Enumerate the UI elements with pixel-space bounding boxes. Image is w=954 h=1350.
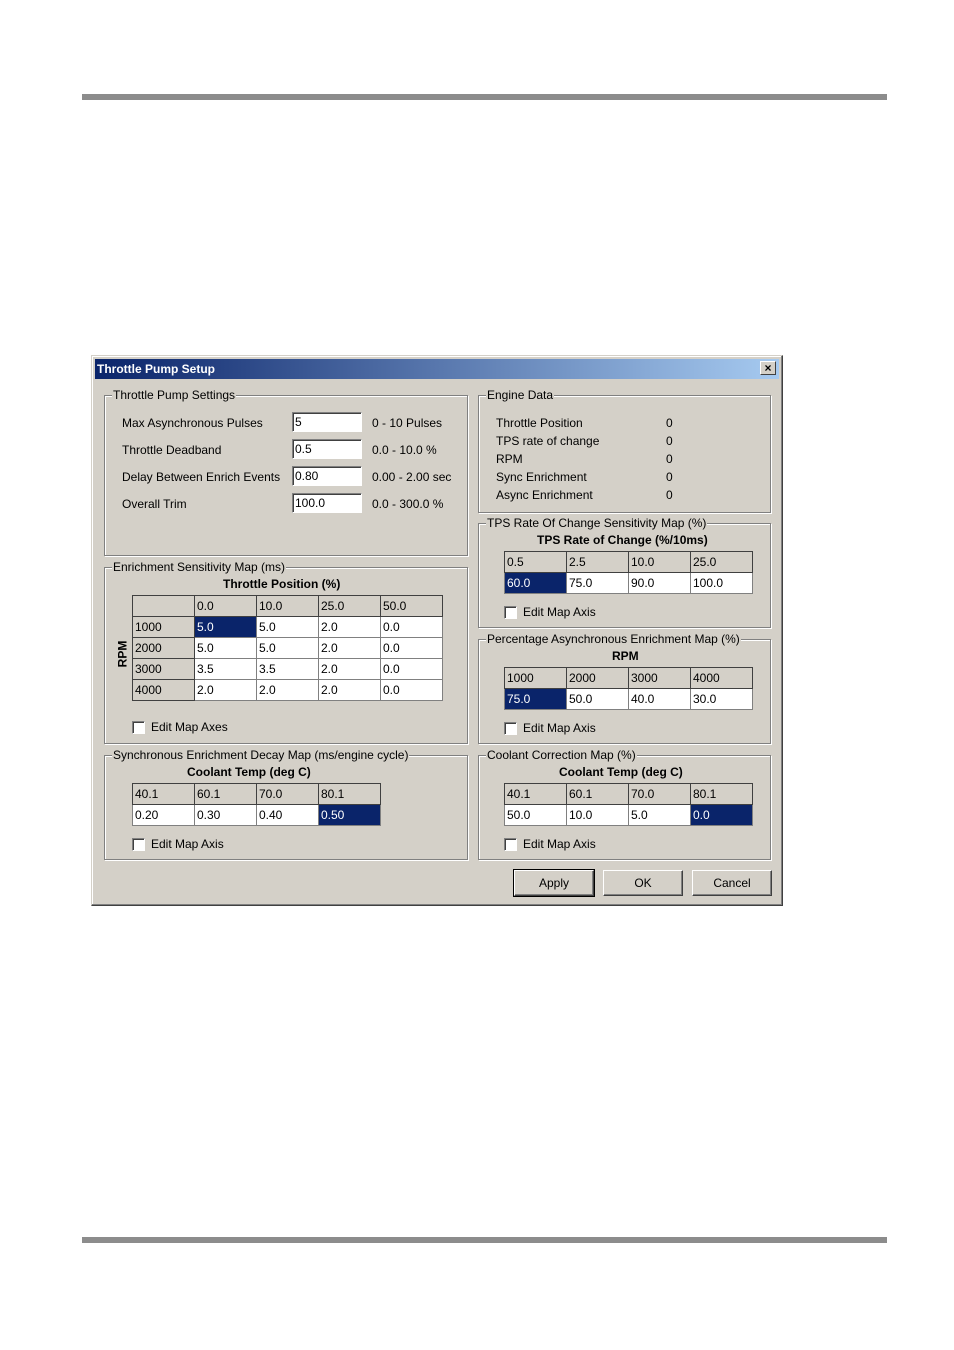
close-button[interactable]: × [760,361,776,375]
group-legend: Coolant Correction Map (%) [487,748,636,762]
setting-label: Throttle Deadband [122,443,222,457]
grid-header-cell[interactable]: 2000 [567,668,629,689]
engine-value: 0 [666,488,673,502]
engine-label: Async Enrichment [496,488,593,502]
grid-cell[interactable]: 2.0 [319,617,381,638]
engine-value: 0 [666,452,673,466]
grid-header-cell[interactable]: 50.0 [381,596,443,617]
throttle-pump-settings-group [104,388,468,556]
engine-label: RPM [496,452,523,466]
apply-button[interactable]: Apply [514,870,594,896]
sync-decay-map-group [104,748,468,860]
grid-header-cell[interactable]: 60.1 [195,784,257,805]
grid-row-header[interactable]: 3000 [133,659,195,680]
engine-label: Throttle Position [496,416,583,430]
grid-header-cell[interactable]: 40.1 [133,784,195,805]
grid-header-cell[interactable]: 70.0 [257,784,319,805]
setting-label: Delay Between Enrich Events [122,470,281,484]
delay-between-events-input[interactable]: 0.80 [292,466,362,486]
engine-value: 0 [666,470,673,484]
map-y-title: RPM [115,640,130,668]
map-x-title: Throttle Position (%) [223,577,341,591]
grid-cell[interactable]: 60.0 [505,573,567,594]
setting-range: 0.0 - 300.0 % [372,497,444,511]
cancel-button[interactable]: Cancel [692,870,772,896]
grid-cell[interactable]: 5.0 [257,617,319,638]
dialog-title: Throttle Pump Setup [97,362,215,376]
overall-trim-input[interactable]: 100.0 [292,493,362,513]
setting-range: 0 - 10 Pulses [372,416,443,430]
title-bar[interactable] [95,359,779,379]
grid-header-cell[interactable]: 0.0 [195,596,257,617]
map-x-title: RPM [612,649,639,663]
tps-rate-map-group [478,516,771,628]
checkbox-label: Edit Map Axes [151,720,228,734]
grid-row-header[interactable]: 4000 [133,680,195,701]
grid-cell[interactable]: 0.0 [381,617,443,638]
grid-header-cell[interactable]: 40.1 [505,784,567,805]
grid-cell[interactable]: 2.0 [319,659,381,680]
coolant-correction-grid [504,783,753,826]
grid-cell[interactable]: 0.50 [319,805,381,826]
setting-label: Overall Trim [122,497,187,511]
map-x-title: TPS Rate of Change (%/10ms) [537,533,708,547]
coolant-correction-group [478,748,771,860]
grid-cell[interactable]: 3.5 [195,659,257,680]
grid-cell[interactable]: 50.0 [567,689,629,710]
grid-header-cell[interactable]: 70.0 [629,784,691,805]
grid-cell[interactable]: 5.0 [195,638,257,659]
grid-header-cell[interactable]: 80.1 [691,784,753,805]
group-legend: TPS Rate Of Change Sensitivity Map (%) [487,516,707,530]
grid-cell[interactable]: 40.0 [629,689,691,710]
grid-corner-cell [133,596,195,617]
grid-cell[interactable]: 0.0 [381,659,443,680]
engine-value: 0 [666,434,673,448]
grid-cell[interactable]: 2.0 [319,638,381,659]
setting-range: 0.00 - 2.00 sec [372,470,452,484]
grid-cell[interactable]: 30.0 [691,689,753,710]
grid-cell[interactable]: 2.0 [257,680,319,701]
grid-cell[interactable]: 0.0 [381,680,443,701]
group-legend: Enrichment Sensitivity Map (ms) [113,560,286,574]
engine-label: TPS rate of change [496,434,600,448]
grid-cell[interactable]: 75.0 [567,573,629,594]
checkbox-label: Edit Map Axis [523,837,596,851]
grid-cell[interactable]: 90.0 [629,573,691,594]
group-legend: Percentage Asynchronous Enrichment Map (%) [487,632,740,646]
grid-header-cell[interactable]: 0.5 [505,552,567,573]
group-legend: Engine Data [487,388,554,402]
edit-map-axis-checkbox[interactable] [132,838,145,851]
grid-header-cell[interactable]: 2.5 [567,552,629,573]
sync-decay-grid [132,783,381,826]
grid-cell[interactable]: 5.0 [195,617,257,638]
grid-cell[interactable]: 100.0 [691,573,753,594]
grid-cell[interactable]: 5.0 [629,805,691,826]
bottom-rule [82,1237,887,1243]
edit-map-axis-checkbox[interactable] [504,838,517,851]
checkbox-label: Edit Map Axis [523,605,596,619]
grid-row-header[interactable]: 2000 [133,638,195,659]
ok-button[interactable]: OK [603,870,683,896]
top-rule [82,94,887,100]
engine-data-group [478,388,771,513]
throttle-deadband-input[interactable]: 0.5 [292,439,362,459]
percentage-async-map-group [478,632,771,744]
max-async-pulses-input[interactable]: 5 [292,412,362,432]
group-legend: Throttle Pump Settings [113,388,236,402]
grid-header-cell[interactable]: 3000 [629,668,691,689]
grid-header-cell[interactable]: 80.1 [319,784,381,805]
grid-header-cell[interactable]: 25.0 [319,596,381,617]
grid-cell[interactable]: 50.0 [505,805,567,826]
grid-header-cell[interactable]: 10.0 [257,596,319,617]
checkbox-label: Edit Map Axis [151,837,224,851]
percentage-async-grid [504,667,753,710]
grid-cell[interactable]: 5.0 [257,638,319,659]
checkbox-label: Edit Map Axis [523,721,596,735]
setting-label: Max Asynchronous Pulses [122,416,263,430]
edit-map-axis-checkbox[interactable] [504,606,517,619]
grid-cell[interactable]: 2.0 [195,680,257,701]
grid-cell[interactable]: 75.0 [505,689,567,710]
grid-header-cell[interactable]: 4000 [691,668,753,689]
grid-cell[interactable]: 0.0 [691,805,753,826]
enrichment-sensitivity-group [104,560,468,744]
grid-cell[interactable]: 3.5 [257,659,319,680]
grid-header-cell[interactable]: 60.1 [567,784,629,805]
grid-cell[interactable]: 0.30 [195,805,257,826]
enrichment-grid [132,595,443,701]
tps-rate-grid [504,551,753,594]
group-legend: Synchronous Enrichment Decay Map (ms/engine cycle) [113,748,409,762]
grid-cell[interactable]: 0.20 [133,805,195,826]
grid-cell[interactable]: 0.40 [257,805,319,826]
grid-header-cell[interactable]: 10.0 [629,552,691,573]
grid-row-header[interactable]: 1000 [133,617,195,638]
setting-range: 0.0 - 10.0 % [372,443,437,457]
grid-cell[interactable]: 2.0 [319,680,381,701]
map-x-title: Coolant Temp (deg C) [187,765,311,779]
map-x-title: Coolant Temp (deg C) [559,765,683,779]
engine-value: 0 [666,416,673,430]
grid-header-cell[interactable]: 25.0 [691,552,753,573]
grid-header-cell[interactable]: 1000 [505,668,567,689]
grid-cell[interactable]: 10.0 [567,805,629,826]
edit-map-axis-checkbox[interactable] [504,722,517,735]
throttle-pump-dialog [91,355,783,906]
edit-map-axes-checkbox[interactable] [132,721,145,734]
engine-label: Sync Enrichment [496,470,587,484]
grid-cell[interactable]: 0.0 [381,638,443,659]
